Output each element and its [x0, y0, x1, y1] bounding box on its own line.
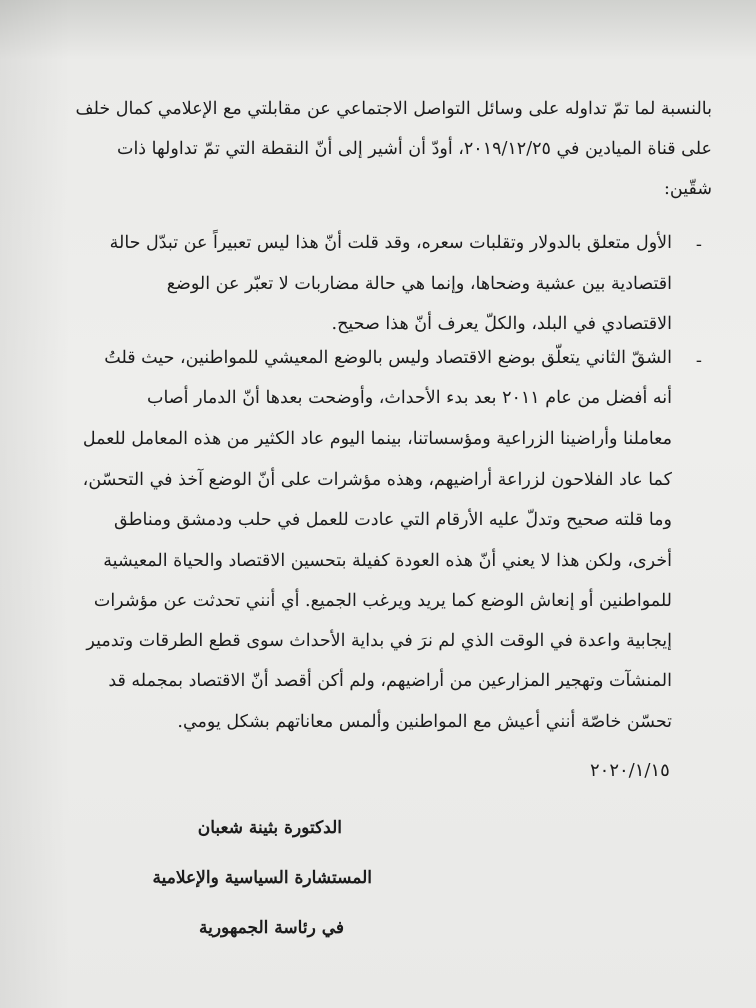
- page-shadow: [0, 0, 70, 1008]
- bullet2-line-2: أنه أفضل من عام ٢٠١١ بعد بدء الأحداث، وأوضحت بعدها أنّ الدمار أصاب: [147, 388, 672, 408]
- bullet2-line-9: المنشآت وتهجير المزارعين من أراضيهم، ولم أكن أقصد أنّ الاقتصاد بمجمله قد: [108, 671, 672, 691]
- intro-line-2: على قناة الميادين في ٢٠١٩/١٢/٢٥، أودّ أن أشير إلى أنّ النقطة التي تمّ تداولها ذات: [116, 139, 712, 159]
- bullet1-line-2: اقتصادية بين عشية وضحاها، وإنما هي حالة مضاربات لا تعبّر عن الوضع: [166, 274, 672, 294]
- bullet2-line-7: للمواطنين أو إنعاش الوضع كما يريد ويرغب الجميع. أي أنني تحدثت عن مؤشرات: [93, 591, 672, 611]
- bullet2-line-4: كما عاد الفلاحون لزراعة أراضيهم، وهذه مؤشرات على أنّ الوضع آخذ في التحسّن،: [82, 470, 672, 490]
- bullet-marker-1: -: [695, 234, 702, 255]
- bullet2-line-1: الشقّ الثاني يتعلّق بوضع الاقتصاد وليس بالوضع المعيشي للمواطنين، حيث قلتُ: [104, 348, 672, 368]
- letter-date: ٢٠٢٠/١/١٥: [590, 760, 670, 781]
- bullet-marker-2: -: [695, 350, 702, 371]
- signature-name: الدكتورة بثينة شعبان: [197, 818, 342, 838]
- bullet2-line-6: أخرى، ولكن هذا لا يعني أنّ هذه العودة كفيلة بتحسين الاقتصاد والحياة المعيشية: [103, 551, 672, 571]
- bullet2-line-10: تحسّن خاصّة أنني أعيش مع المواطنين وألمس معاناتهم بشكل يومي.: [177, 712, 672, 732]
- intro-line-3: شقّين:: [663, 179, 712, 199]
- bullet1-line-3: الاقتصادي في البلد، والكلّ يعرف أنّ هذا صحيح.: [331, 314, 672, 334]
- signature-title: المستشارة السياسية والإعلامية: [152, 868, 372, 888]
- signature-office: في رئاسة الجمهورية: [199, 918, 344, 938]
- bullet2-line-5: وما قلته صحيح وتدلّ عليه الأرقام التي عادت للعمل في حلب ودمشق ومناطق: [114, 510, 672, 530]
- bullet2-line-8: إيجابية واعدة في الوقت الذي لم نرَ في بداية الأحداث سوى قطع الطرقات وتدمير: [86, 631, 672, 651]
- bullet1-line-1: الأول متعلق بالدولار وتقلبات سعره، وقد قلت أنّ هذا ليس تعبيراً عن تبدّل حالة: [109, 233, 672, 253]
- intro-line-1: بالنسبة لما تمّ تداوله على وسائل التواصل الاجتماعي عن مقابلتي مع الإعلامي كمال خلف: [75, 99, 712, 119]
- bullet2-line-3: معاملنا وأراضينا الزراعية ومؤسساتنا، بينما اليوم عاد الكثير من هذه المعامل للعمل: [82, 429, 672, 449]
